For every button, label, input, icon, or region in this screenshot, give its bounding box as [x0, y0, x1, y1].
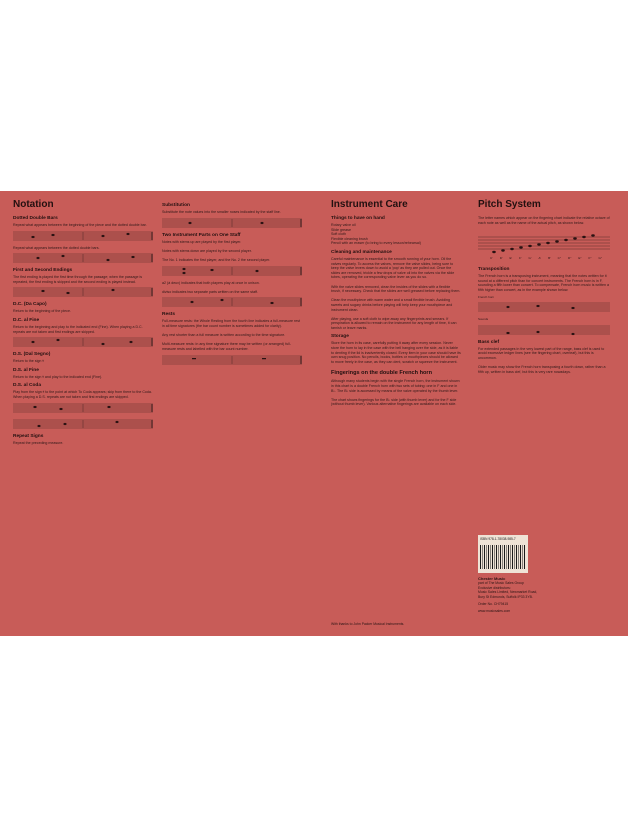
music-staff [478, 301, 610, 313]
music-staff [162, 265, 302, 277]
instrument-care-column [331, 199, 461, 409]
section-text: Return to the beginning and play to the indicated end (Fine). When playing a D.C. repeats are not taken and first endings are skipped. [13, 324, 143, 334]
publisher-info [478, 577, 598, 614]
section-text: Store the horn in its case, carefully putting it away after every session. Never store the horn to lay in the case with the bell hanging over the side, as it is liable to denting if the lid is inadvertently closed. Every item in your case should have its own snug position. No pencils, books, bottles or mouthpieces should be allowed to move freely in the case, as they can dent, scratch or squeeze the instrument. [331, 341, 461, 364]
transposition-text: The French horn is a transposing instrument, meaning that the notes written for it sound at a different pitch than for concert instruments. The French horn is in F, sounding a fifth lower than concert. To compensate, French horn music is written a fifth higher than concert, as in the example shown below. [478, 274, 609, 292]
note-label: E'' [578, 256, 582, 261]
note-label: A' [538, 256, 542, 261]
publisher-url: www.musicsales.com [478, 609, 511, 614]
section-text: Play from the sign 𝄋 to the point at which To Coda appears; skip from there to the Coda. When playing a D.S. repeats are not taken and first endings are skipped. [13, 390, 152, 399]
staff-lines [13, 418, 153, 430]
barcode [480, 545, 526, 569]
transposition-heading: Transposition [478, 267, 510, 273]
music-staff [162, 217, 302, 229]
staff-lines [13, 402, 153, 414]
music-staff [13, 286, 153, 298]
section-heading: Cleaning and maintenance [331, 249, 392, 255]
notation-title: Notation [13, 199, 54, 210]
pitch-system-title: Pitch System [478, 199, 541, 210]
staff-lines [13, 286, 153, 298]
notation-column [13, 199, 153, 447]
note-label: G'' [598, 256, 602, 261]
section-heading: Two Instrument Parts on One Staff [162, 232, 241, 238]
section-text: Return to the sign 𝄋 and play to the indicated end (Fine). [13, 374, 103, 379]
section-heading: D.S. (Dal Segno) [13, 352, 51, 358]
bass-clef-heading: Bass clef [478, 339, 500, 345]
section-text: Repeat what appears between the dotted double bars. [13, 245, 100, 250]
publisher-name: Chester Music [478, 576, 506, 581]
section-text: The first ending is played the first time through the passage; when the passage is repeated, the first ending is skipped and the second ending is played instead. [13, 275, 143, 284]
section-text: Substitute the note values into the smaller noses indicated by the staff line. [162, 210, 281, 214]
music-staff [162, 296, 302, 308]
music-staff [13, 252, 153, 264]
section-text: Return to the beginning of the piece. [13, 309, 71, 314]
section-heading: D.C. (Da Capo) [13, 302, 47, 308]
pitch-note-labels [490, 256, 602, 261]
section-text: Full-measure rests: the Whole Resting from the fourth line indicates a full-measure rest in all time signatures (the bar count number is sometimes added for clarity). Any rest shorter than a full measure is written according to the time signature. Multi-measure rests: in any time signature there may be written (or arranged) full-measure rests and labelled with the bar count number. [162, 319, 301, 351]
section-text: Careful maintenance is essential to the smooth running of your horn. Oil the valves regularly. To access the valves, remove the valve slides, being sure to keep the valve levers down to avoid a 'pop' as they are pulled out. Once the slides are removed, trickle a few drops of valve oil into the valves via the slide tubes, operating the corresponding valve lever as you do so. With the valve slides removed, clean the insides of the slides with a flexible brush, if necessary. Check that the slides are well greased before replacing them. Clean the mouthpiece with warm water and a small flexible brush. Avoiding sweets and sugary drinks before playing will help keep your mouthpiece and instrument clean. After playing, use a soft cloth to wipe away any fingerprints and smears. If perspiration is allowed to remain on the instrument for any length of time, it can tarnish or leave marks. [331, 256, 461, 330]
note-label: D'' [567, 256, 572, 261]
barcode-box [478, 535, 528, 573]
note-label: F'' [588, 256, 592, 261]
section-text: a2 (à deux) indicates that both players play at once in unison. diviso indicates two separate parts written on the same staff. [162, 280, 260, 294]
written-label: French horn [478, 294, 495, 299]
staff-lines [13, 336, 153, 348]
section-text: Repeat the preceding measure. [13, 440, 64, 445]
publisher-text: part of The Music Sales Group Exclusive distributors: Music Sales Limited, Newmarket Road, Bury St Edmunds, Suffolk IP33 3YB. [478, 581, 538, 599]
note-label: D' [499, 256, 503, 261]
staff-lines [162, 296, 302, 308]
music-staff [13, 230, 153, 242]
bass-clef-text: For extended passages in the very lowest part of the range, bass clef is used to avoid excessive ledger lines (see the fingering chart, overleaf), but this is uncommon. Older music may show the French horn transposing a fourth down, rather than a fifth up, written in bass clef, but this is very rare nowadays. [478, 346, 606, 374]
staff-lines [13, 230, 153, 242]
section-text: Repeat what appears between the beginning of the piece and the dotted double bar. [13, 223, 147, 227]
music-staff [478, 324, 610, 336]
music-staff [13, 418, 153, 430]
note-label: C' [490, 256, 493, 261]
section-heading: D.S. al Coda [13, 383, 41, 389]
sounds-label: Sounds [478, 317, 489, 322]
fingerings-heading: Fingerings on the double French horn [331, 370, 432, 377]
note-label: C'' [557, 256, 561, 261]
music-staff [162, 354, 302, 366]
section-text: Return to the sign 𝄋 [13, 359, 44, 364]
fingerings-text: Although many students begin with the single French horn, the instrument shown in this chart is a double French horn with two sets of tubing: one in F and one in B♭. The B♭ side is accessed by means of the valve operated by the thumb lever. The chart shows fingerings for the B♭ side (with thumb lever) and for the F side (without thumb lever). Various alternative fingerings are available on each side. [331, 379, 460, 407]
staff-lines [162, 354, 302, 366]
section-text: Notes with stems up are played by the first player. Notes with stems down are played by the second player. The No. 1 indicates the first player, and the No. 2 the second player. [162, 239, 271, 262]
section-heading: D.S. al Fine [13, 367, 39, 373]
note-label: G' [528, 256, 532, 261]
note-label: F' [519, 256, 522, 261]
section-heading: Rests [162, 312, 176, 318]
section-heading: Storage [331, 334, 349, 340]
section-heading: Substitution [162, 203, 190, 208]
staff-lines [162, 217, 302, 229]
credit-line: With thanks to John Packer Musical Instruments. [331, 622, 405, 626]
section-heading: Dotted Double Bars [13, 216, 58, 221]
pitch-system-column [478, 199, 610, 376]
order-number: Order No. CH79415 [478, 602, 509, 607]
staff-lines [478, 324, 610, 336]
section-text: Rotary valve oil Slide grease Soft cloth Flexible cleaning brush Pencil with an eraser (to bring to every lesson/rehearsal) [331, 223, 421, 246]
note-label: E' [509, 256, 513, 261]
note-label: B' [548, 256, 551, 261]
fingering-chart-back-cover [0, 191, 628, 636]
instrument-care-title: Instrument Care [331, 199, 408, 210]
staff-lines [478, 301, 610, 313]
section-heading: Repeat Signs [13, 433, 44, 439]
music-staff [13, 402, 153, 414]
section-heading: Things to have on hand [331, 216, 385, 221]
section-heading: D.C. al Fine [13, 317, 40, 323]
music-staff [13, 336, 153, 348]
staff-lines [162, 265, 302, 277]
notation-column-2 [162, 199, 302, 370]
pitch-intro: The letter names which appear on the fingering chart indicate the relative octave of each note as well as the name of the actual pitch, as shown below. [478, 216, 610, 225]
section-heading: First and Second Endings [13, 268, 73, 274]
pitch-staff [478, 229, 610, 263]
isbn-text: ISBN 978-1-78038-985-7 [480, 537, 516, 541]
staff-lines [13, 252, 153, 264]
